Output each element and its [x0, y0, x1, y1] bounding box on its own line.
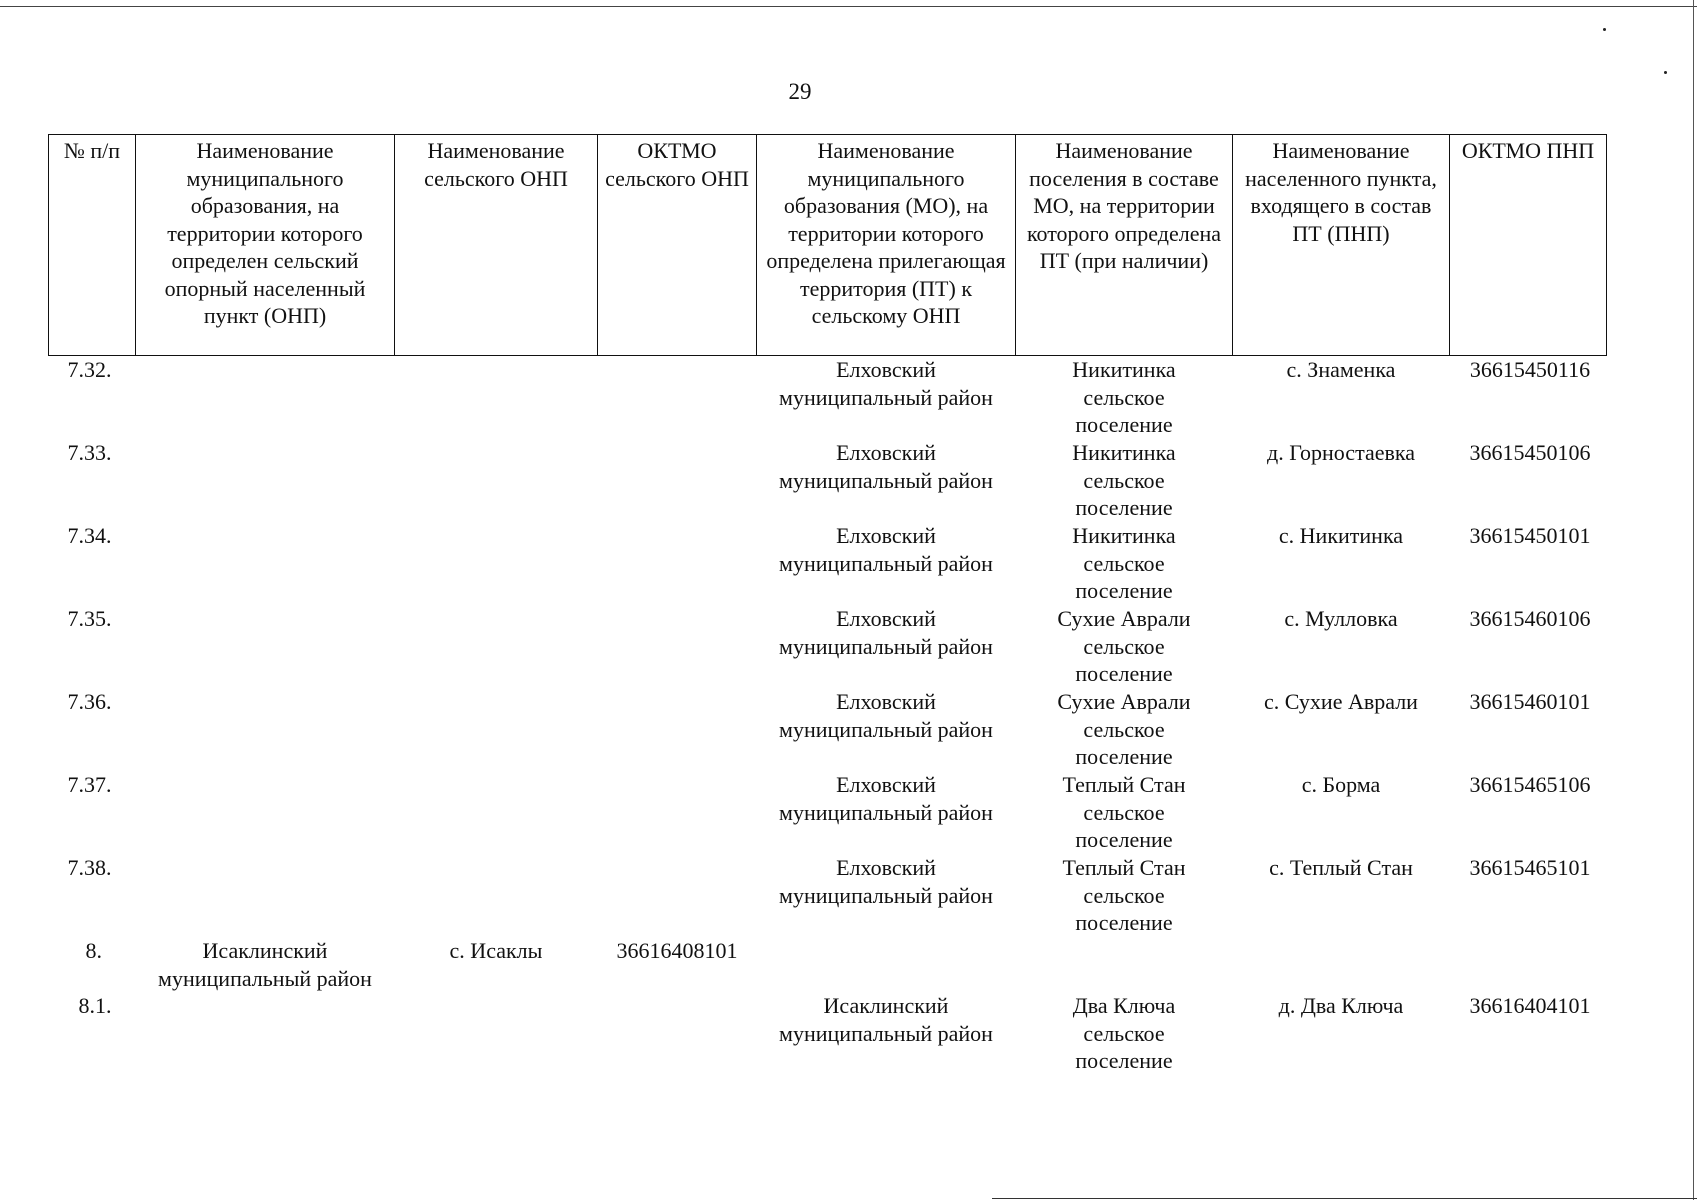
onp-municipality [136, 771, 395, 854]
row-number: 7.35. [67, 606, 112, 631]
onp-name [395, 854, 598, 937]
pnp-oktmo: 36615450101 [1469, 523, 1591, 548]
row-number: 7.38. [67, 855, 112, 880]
pt-municipality: Елховский муниципальный район [779, 606, 993, 659]
pnp-oktmo: 36615450116 [1469, 357, 1591, 382]
pnp-oktmo [1450, 937, 1607, 992]
row-number: 7.33. [67, 440, 112, 465]
pt-municipality: Елховский муниципальный район [779, 772, 993, 825]
onp-oktmo [598, 992, 757, 1075]
header-settlement: Наименование поселения в составе МО, на территории которого определена ПТ (при наличии) [1016, 135, 1233, 356]
page-number: 29 [788, 79, 812, 104]
scan-speck [1603, 28, 1606, 31]
pnp-name: д. Два Ключа [1278, 993, 1404, 1018]
table-row [49, 688, 1607, 771]
settlements-table [48, 134, 1607, 1075]
onp-municipality [136, 605, 395, 688]
onp-municipality [136, 992, 395, 1075]
pnp-oktmo: 36615460101 [1469, 689, 1591, 714]
onp-municipality [136, 688, 395, 771]
header-onp-name: Наименование сельского ОНП [395, 135, 598, 356]
pnp-oktmo: 36615460106 [1469, 606, 1591, 631]
row-number: 8. [85, 938, 102, 963]
pnp-name: с. Сухие Аврали [1264, 689, 1418, 714]
table-row [49, 771, 1607, 854]
onp-oktmo [598, 356, 757, 440]
pnp-name: д. Горностаевка [1267, 440, 1415, 465]
pt-municipality: Елховский муниципальный район [779, 689, 993, 742]
scan-speck [1664, 71, 1667, 74]
table-row [49, 356, 1607, 440]
row-number: 7.34. [67, 523, 112, 548]
onp-name [395, 605, 598, 688]
row-number: 7.37. [67, 772, 112, 797]
row-number: 7.32. [67, 357, 112, 382]
settlement: Теплый Стан сельское поселение [1062, 855, 1186, 935]
row-number: 7.36. [67, 689, 112, 714]
pnp-oktmo: 36615450106 [1469, 440, 1591, 465]
scan-border-bottom [992, 1198, 1697, 1199]
onp-municipality [136, 356, 395, 440]
pnp-oktmo: 36615465106 [1469, 772, 1591, 797]
scan-border-right [1693, 0, 1694, 1200]
onp-oktmo [598, 522, 757, 605]
onp-name [395, 771, 598, 854]
pnp-name [1233, 937, 1450, 992]
header-pt-municipality: Наименование муниципального образования (МО), на территории которого определена прилегающая территория (ПТ) к сельскому ОНП [757, 135, 1016, 356]
onp-name [395, 522, 598, 605]
table-header-row [49, 135, 1607, 356]
onp-name [395, 439, 598, 522]
table-row [49, 937, 1607, 992]
table-row [49, 992, 1607, 1075]
onp-municipality [136, 854, 395, 937]
onp-oktmo: 36616408101 [616, 938, 738, 963]
row-number: 8.1. [78, 993, 112, 1018]
onp-oktmo [598, 439, 757, 522]
onp-name [395, 356, 598, 440]
scan-border-top [0, 6, 1697, 7]
onp-oktmo [598, 688, 757, 771]
header-pnp-name: Наименование населенного пункта, входящего в состав ПТ (ПНП) [1233, 135, 1450, 356]
onp-oktmo [598, 854, 757, 937]
pnp-name: с. Мулловка [1284, 606, 1398, 631]
pnp-oktmo: 36616404101 [1469, 993, 1591, 1018]
onp-name: с. Исаклы [449, 938, 543, 963]
header-number: № п/п [49, 135, 136, 356]
header-onp-municipality: Наименование муниципального образования, на территории которого определен сельский опорный населенный пункт (ОНП) [136, 135, 395, 356]
settlement: Теплый Стан сельское поселение [1062, 772, 1186, 852]
settlement: Никитинка сельское поселение [1072, 440, 1176, 520]
onp-municipality [136, 439, 395, 522]
settlement: Никитинка сельское поселение [1072, 523, 1176, 603]
onp-municipality [136, 522, 395, 605]
onp-oktmo [598, 605, 757, 688]
header-onp-oktmo: ОКТМО сельского ОНП [598, 135, 757, 356]
settlement [1016, 937, 1233, 992]
pnp-name: с. Знаменка [1286, 357, 1396, 382]
settlement: Сухие Аврали сельское поселение [1057, 689, 1191, 769]
settlement: Два Ключа сельское поселение [1072, 993, 1176, 1073]
header-pnp-oktmo: ОКТМО ПНП [1450, 135, 1607, 356]
pnp-name: с. Теплый Стан [1269, 855, 1413, 880]
pt-municipality: Елховский муниципальный район [779, 440, 993, 493]
pnp-name: с. Борма [1301, 772, 1381, 797]
pt-municipality: Елховский муниципальный район [779, 855, 993, 908]
table-row [49, 439, 1607, 522]
onp-oktmo [598, 771, 757, 854]
table-row [49, 854, 1607, 937]
table-row [49, 605, 1607, 688]
pnp-oktmo: 36615465101 [1469, 855, 1591, 880]
pt-municipality [757, 937, 1016, 992]
pt-municipality: Елховский муниципальный район [779, 357, 993, 410]
settlement: Никитинка сельское поселение [1072, 357, 1176, 437]
pnp-name: с. Никитинка [1278, 523, 1404, 548]
table-row [49, 522, 1607, 605]
onp-name [395, 688, 598, 771]
settlement: Сухие Аврали сельское поселение [1057, 606, 1191, 686]
onp-municipality: Исаклинский муниципальный район [158, 938, 372, 991]
onp-name [395, 992, 598, 1075]
pt-municipality: Елховский муниципальный район [779, 523, 993, 576]
pt-municipality: Исаклинский муниципальный район [779, 993, 993, 1046]
